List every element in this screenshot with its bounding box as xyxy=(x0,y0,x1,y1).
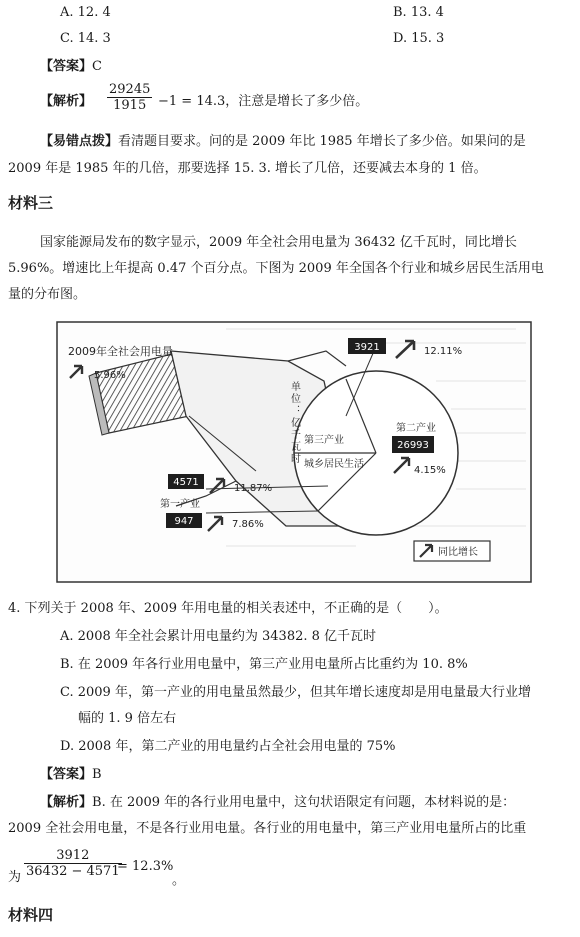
title-growth: 5.96% xyxy=(94,370,126,381)
error-tip-line1: 【易错点拨】看清题目要求。问的是 2009 年比 1985 年增长了多少倍。如果问的是 xyxy=(40,134,526,149)
analysis-fraction xyxy=(107,82,152,113)
residential-label: 城乡居民生活 xyxy=(304,459,364,470)
q4-fraction-denominator: 36432 − 4571 xyxy=(26,864,120,879)
option-c: C. 14. 3 xyxy=(60,31,111,46)
q4-analysis-end: 。 xyxy=(172,873,186,888)
q4-option-c-line1: C. 2009 年，第一产业的用电量虽然最少，但其年增长速度却是用电量最大行业增 xyxy=(60,685,531,700)
q4-analysis-prefix: 为 xyxy=(8,870,22,885)
error-tip-label: 【易错点拨】 xyxy=(40,134,119,149)
residential-value: 4571 xyxy=(173,477,199,488)
q4-answer-label: 【答案】 xyxy=(40,767,93,782)
tertiary-value: 3921 xyxy=(354,342,380,353)
error-tip-line2: 2009 年是 1985 年的几倍，那要选择 15. 3. 增长了几倍，还要减去本身的 1 倍。 xyxy=(8,161,487,176)
q4-analysis-label: 【解析】 xyxy=(40,795,93,810)
material3-para-line2: 5.96%。增速比上年提高 0.47 个百分点。下图为 2009 年全国各个行业和城乡居民生活用电 xyxy=(8,261,544,276)
figure-title: 2009年全社会用电量 xyxy=(68,345,173,358)
secondary-value: 26993 xyxy=(397,440,429,451)
q4-option-c-line2: 幅的 1. 9 倍左右 xyxy=(78,711,177,726)
q4-option-b: B. 在 2009 年各行业用电量中，第三产业用电量所占比重约为 10. 8% xyxy=(60,657,468,672)
analysis-result: −1 = 14.3，注意是增长了多少倍。 xyxy=(158,94,369,109)
material3-heading: 材料三 xyxy=(8,194,54,212)
q4-stem: 4. 下列关于 2008 年、2009 年用电量的相关表述中，不正确的是（ ）。 xyxy=(8,601,448,616)
option-b: B. 13. 4 xyxy=(393,5,444,20)
primary-label: 第一产业 xyxy=(160,499,200,510)
q4-analysis-line1: 【解析】B. 在 2009 年的各行业用电量中，这句状语限定有问题，本材料说的是： xyxy=(40,795,516,810)
secondary-label: 第二产业 xyxy=(396,423,436,434)
unit-label: 单位：亿千瓦时 xyxy=(288,381,300,465)
q4-option-a: A. 2008 年全社会累计用电量约为 34382. 8 亿千瓦时 xyxy=(60,629,377,644)
option-a: A. 12. 4 xyxy=(60,5,111,20)
residential-growth: 11.87% xyxy=(234,483,273,494)
figure-svg xyxy=(56,321,532,583)
q4-answer-value: B xyxy=(92,767,102,782)
legend-label: 同比增长 xyxy=(438,547,478,558)
q4-fraction-numerator: 3912 xyxy=(24,848,122,864)
q4-answer-row xyxy=(40,766,102,784)
material3-para-line1: 国家能源局发布的数字显示，2009 年全社会用电量为 36432 亿千瓦时，同比增长 xyxy=(40,235,517,250)
primary-value: 947 xyxy=(174,516,194,527)
answer-label: 【答案】 xyxy=(40,59,93,74)
analysis-label: 【解析】 xyxy=(40,94,93,109)
secondary-growth: 4.15% xyxy=(414,465,446,476)
q4-option-d: D. 2008 年，第二产业的用电量约占全社会用电量的 75% xyxy=(60,739,396,754)
q4-fraction xyxy=(24,848,122,879)
fraction-numerator: 29245 xyxy=(109,82,151,97)
fraction-denominator: 1915 xyxy=(113,98,147,113)
answer-row xyxy=(40,58,102,76)
q4-fraction-result: = 12.3% xyxy=(117,859,174,874)
answer-value: C xyxy=(92,59,102,74)
option-d: D. 15. 3 xyxy=(393,31,445,46)
electricity-figure xyxy=(56,321,532,583)
material4-heading: 材料四 xyxy=(8,906,54,924)
material3-para-line3: 量的分布图。 xyxy=(8,287,87,302)
primary-growth: 7.86% xyxy=(232,519,264,530)
tertiary-growth: 12.11% xyxy=(424,346,463,357)
tertiary-label: 第三产业 xyxy=(304,435,344,446)
q4-analysis-line2: 2009 全社会用电量，不是各行业用电量。各行业的用电量中，第三产业用电量所占的比重 xyxy=(8,821,527,836)
